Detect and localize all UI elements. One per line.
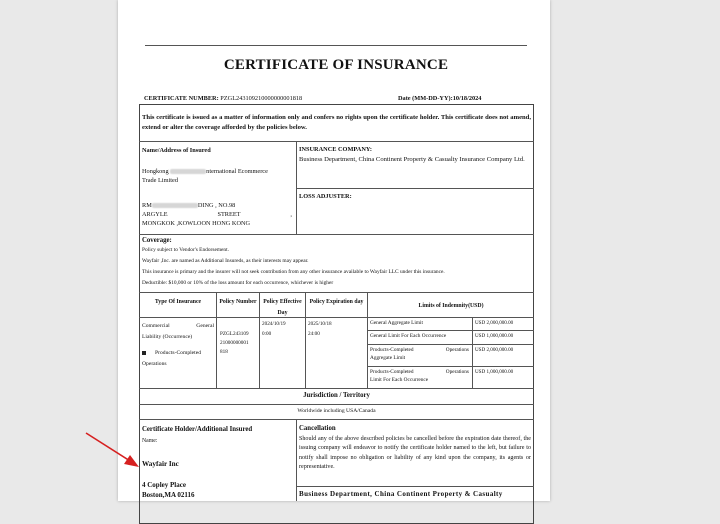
type-part: Products-Completed [155, 349, 201, 356]
certificate-title: CERTIFICATE OF INSURANCE [223, 57, 449, 73]
jurisdiction-heading: Jurisdiction / Territory [303, 392, 370, 399]
address-part: RM [142, 202, 152, 209]
expiration-part: 24:00 [308, 330, 320, 337]
type-part: Commercial [142, 323, 170, 329]
header-type-of-insurance: Type Of Insurance [154, 299, 202, 305]
header-effective-day: Policy Effective Day [263, 299, 302, 316]
holder-address-line2: Boston,MA 02116 [142, 491, 195, 499]
certificate-number-value: PZGL243109210000000001818 [220, 95, 303, 102]
insurance-company-text: Business Department, China Continent Property & Casualty Insurance Company Ltd. [299, 156, 525, 163]
disclaimer-text: This certificate is issued as a matter of information only and confers no rights upon the certificate holder. This certificate does not amend, extend or alter the coverage afforded by the policies below. [142, 114, 531, 131]
certificate-number-label: CERTIFICATE NUMBER: [144, 95, 219, 102]
address-part: ARGYLE [142, 211, 168, 219]
address-line3: MONGKOK ,KOWLOON HONG KONG [142, 220, 251, 228]
coverage-line: This insurance is primary and the insurer will not seek contribution from any other insurance available to Wayfair LLC under this insurance. [142, 269, 445, 275]
limit-label-part: Operations [445, 347, 469, 353]
insured-name-part: nternational Ecommerce [206, 168, 268, 175]
coverage-line: Policy subject to Vendor's Endorsement. [142, 247, 229, 253]
type-part: General [196, 323, 214, 329]
insured-heading: Name/Address of Insured [142, 147, 211, 154]
effective-part: 2024/10/19 [262, 321, 286, 327]
type-line: Liability (Occurrence) [142, 334, 193, 341]
limit-label: General Limit For Each Occurrence [370, 333, 447, 339]
cancellation-text: Should any of the above described policies be cancelled before the expiration date thereof, the issuing company will endeavor to notify the certificate holder named to the left, but failure to notify shall impose no obligation or liability of any kind upon the company, its agents or representative. [299, 436, 531, 471]
limit-label: General Aggregate Limit [370, 320, 423, 326]
coverage-line: Deductible: $10,000 or 10% of the loss amount for each occurrence, whichever is higher [142, 280, 334, 286]
policy-number-part: PZGL243109 [220, 331, 249, 337]
certificate-date: Date (MM-DD-YY):10/18/2024 [398, 95, 482, 102]
insured-name-line2: Trade Limited [142, 177, 178, 185]
cancellation-heading: Cancellation [299, 425, 336, 432]
holder-name: Wayfair Inc [142, 460, 179, 468]
limit-label-part: Limit For Each Occurrence [370, 376, 429, 383]
policy-number-part: 818 [220, 349, 228, 356]
header-limits: Limits of Indemnity(USD) [418, 303, 484, 309]
header-policy-number: Policy Number [219, 299, 257, 305]
insured-name-part: Hongkong [142, 168, 169, 175]
limit-value: USD 2,000,000.00 [475, 347, 514, 353]
loss-adjuster-heading: LOSS ADJUSTER: [299, 193, 352, 200]
holder-name-label: Name: [142, 438, 158, 444]
address-part: STREET [217, 211, 241, 219]
insurance-company-heading: INSURANCE COMPANY: [299, 146, 372, 153]
limit-label-part: Products-Completed [370, 347, 414, 353]
jurisdiction-value: Worldwide including USA/Canada [297, 408, 376, 414]
address-part: DING , NO.98 [197, 202, 236, 209]
coverage-heading: Coverage: [142, 237, 172, 244]
address-part: , [290, 211, 292, 219]
limit-label-part: Aggregate Limit [370, 354, 406, 361]
type-line: Operations [142, 361, 167, 368]
limit-label-part: Products-Completed [370, 369, 414, 375]
footer-company: Business Department, China Continent Property & Casualty [299, 490, 503, 498]
expiration-part: 2025/10/18 [308, 321, 332, 327]
limit-value: USD 1,000,000.00 [475, 369, 514, 375]
holder-address-line1: 4 Copley Place [142, 481, 186, 489]
header-expiration-day: Policy Expiration day [309, 299, 364, 305]
effective-part: 0:00 [262, 330, 272, 337]
limit-value: USD 2,000,000.00 [475, 320, 514, 326]
holder-heading: Certificate Holder/Additional Insured [142, 426, 253, 433]
limit-value: USD 1,000,000.00 [475, 333, 514, 339]
limit-label-part: Operations [445, 369, 469, 375]
policy-number-part: 21000000001 [220, 340, 249, 347]
coverage-line: Wayfair ,Inc. are named as Additional Insureds, as their interests may appear. [142, 258, 309, 264]
